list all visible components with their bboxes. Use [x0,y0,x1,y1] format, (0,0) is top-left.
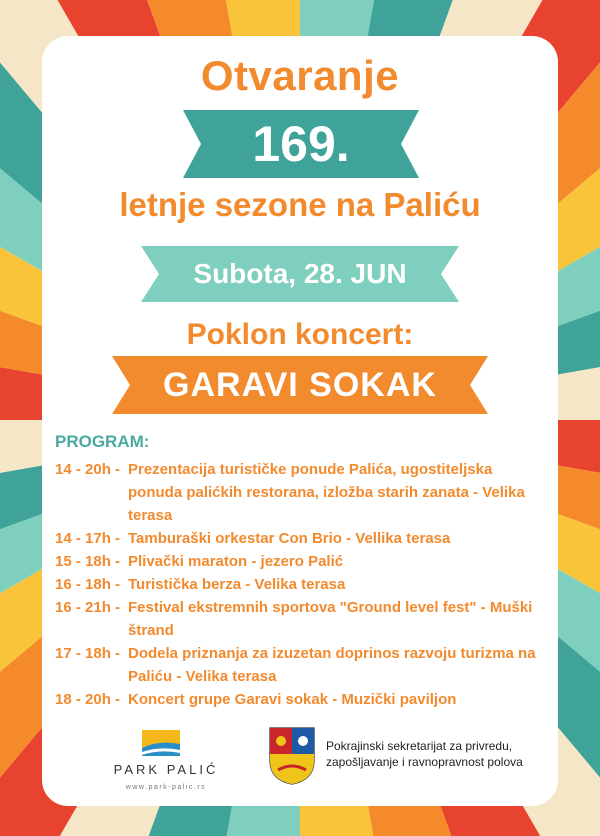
vojvodina-coat-of-arms-icon [268,726,316,786]
program-time: 16 - 18h - [55,576,121,593]
program-item [55,688,545,711]
season-number: 169. [252,116,350,172]
program-description: Turistička berza - Velika terasa [128,576,346,593]
program-item [55,642,545,688]
program-time: 16 - 21h - [55,599,121,616]
program-time: 14 - 17h - [55,530,121,547]
band-banner [112,356,488,414]
program-item [55,550,545,573]
program-description: Festival ekstremnih sportova "Ground level fest" - Muški štrand [128,599,533,639]
secretariat-name: Pokrajinski sekretarijat za privredu, zapošljavanje i ravnopravnost polova [326,739,523,769]
title-opening: Otvaranje [200,52,400,99]
event-date: Subota, 28. JUN [193,258,407,289]
program-description: Prezentacija turističke ponude Palića, ugostiteljska ponuda palićkih restorana, izložba starih zanata - Velika terasa [128,461,525,524]
program-description: Plivački maraton - jezero Palić [128,553,344,570]
program-time: 18 - 20h - [55,691,121,708]
concert-label: Poklon koncert: [186,318,414,351]
program-time: 17 - 18h - [55,645,121,662]
program-item [55,596,545,642]
program-time: 15 - 18h - [55,553,121,570]
program-item [55,573,545,596]
band-name: GARAVI SOKAK [163,365,437,404]
program-description: Dodela priznanja za izuzetan doprinos razvoju turizma na Paliću - Velika terasa [128,645,536,685]
program-description: Koncert grupe Garavi sokak - Muzički paviljon [128,691,457,708]
program-item [55,458,545,527]
title-season: letnje sezone na Paliću [119,186,481,223]
park-palic-url: www.park-palic.rs [125,784,207,791]
park-palic-name: PARK PALIĆ [113,762,219,777]
program-item [55,527,545,550]
program-heading: PROGRAM: [55,432,150,451]
date-banner [141,246,459,302]
program-description: Tamburaški orkestar Con Brio - Vellika terasa [128,530,451,547]
program-time: 14 - 20h - [55,461,121,478]
season-number-banner [183,110,419,178]
program-list [55,458,545,711]
